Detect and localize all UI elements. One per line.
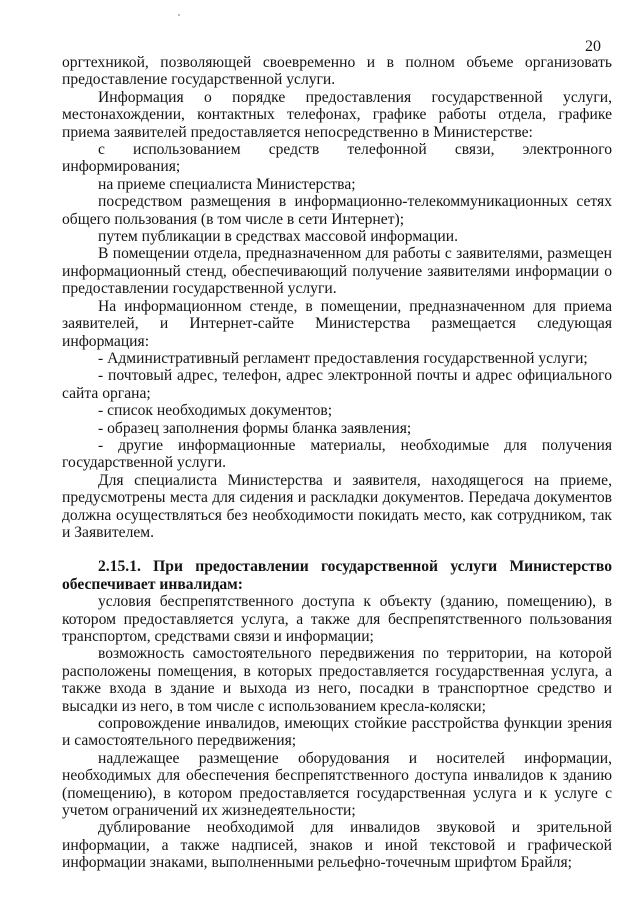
paragraph: Для специалиста Министерства и заявителя, находящегося на приеме, предусмотрены места для сидения и раскладки документов. Передача документов должна осуществляться без необходимости покидать место, как сотрудником, так и Заявителем. bbox=[62, 471, 612, 541]
paragraph: оргтехникой, позволяющей своевременно и в полном объеме организовать предоставление государственной услуги. bbox=[62, 54, 612, 89]
paragraph: - образец заполнения формы бланка заявления; bbox=[98, 419, 412, 437]
paragraph: - список необходимых документов; bbox=[98, 402, 333, 420]
section-gap bbox=[62, 541, 612, 558]
paragraph: условия беспрепятственного доступа к объекту (зданию, помещению), в котором предоставляется услуга, а также для беспрепятственного пользования транспортом, средствами связи и информации; bbox=[62, 593, 612, 645]
page-number: 20 bbox=[585, 38, 601, 55]
paragraph: на приеме специалиста Министерства; bbox=[98, 175, 356, 193]
paragraph: путем публикации в средствах массовой информации. bbox=[98, 228, 458, 246]
paragraph: надлежащее размещение оборудования и носителей информации, необходимых для обеспечения беспрепятственного доступа инвалидов к зданию (помещению), в котором предоставляется государственная услуга и к услуге с учетом ограничений их жизнедеятельности; bbox=[62, 749, 612, 820]
paragraph: с использованием средств телефонной связи, электронного информирования; bbox=[62, 141, 612, 176]
paragraph: Информация о порядке предоставления государственной услуги, местонахождении, контактных телефонах, графике работы отдела, графике приема заявителей предоставляется непосредственно в Министерстве: bbox=[62, 88, 612, 141]
scan-speck bbox=[178, 14, 180, 16]
section-disabled-access bbox=[62, 593, 612, 872]
paragraph: - Административный регламент предоставления государственной услуги; bbox=[98, 349, 588, 367]
paragraph: дублирование необходимой для инвалидов звуковой и зрительной информации, а также надписей, знаков и иной текстовой и графической информации знаками, выполненными рельефно-точечным шрифтом Брайля; bbox=[62, 819, 612, 872]
paragraph: - почтовый адрес, телефон, адрес электронной почты и адрес официального сайта органа; bbox=[62, 367, 612, 402]
page-content bbox=[62, 54, 612, 872]
paragraph: В помещении отдела, предназначенном для работы с заявителями, размещен информационный стенд, обеспечивающий получение заявителями информации о предоставлении государственной услуги. bbox=[62, 245, 612, 298]
paragraph: сопровождение инвалидов, имеющих стойкие расстройства функции зрения и самостоятельного передвижения; bbox=[62, 715, 612, 750]
paragraph: посредством размещения в информационно-телекоммуникационных сетях общего пользования (в том числе в сети Интернет); bbox=[62, 193, 612, 228]
paragraph: возможность самостоятельного передвижения по территории, на которой расположены помещения, в которых предоставляется государственная услуга, а также входа в здание и выхода из него, посадки в транспортное средство и высадки из него, в том числе с использованием кресла-коляски; bbox=[62, 645, 612, 715]
paragraph: - другие информационные материалы, необходимые для получения государственной услуги. bbox=[62, 436, 612, 472]
paragraph: На информационном стенде, в помещении, предназначенном для приема заявителей, и Интернет-сайте Министерства размещается следующая информация: bbox=[62, 297, 612, 350]
section-heading-2-15-1: 2.15.1. При предоставлении государственной услуги Министерство обеспечивает инвалидам: bbox=[62, 558, 612, 593]
section-information-rules bbox=[62, 54, 612, 541]
